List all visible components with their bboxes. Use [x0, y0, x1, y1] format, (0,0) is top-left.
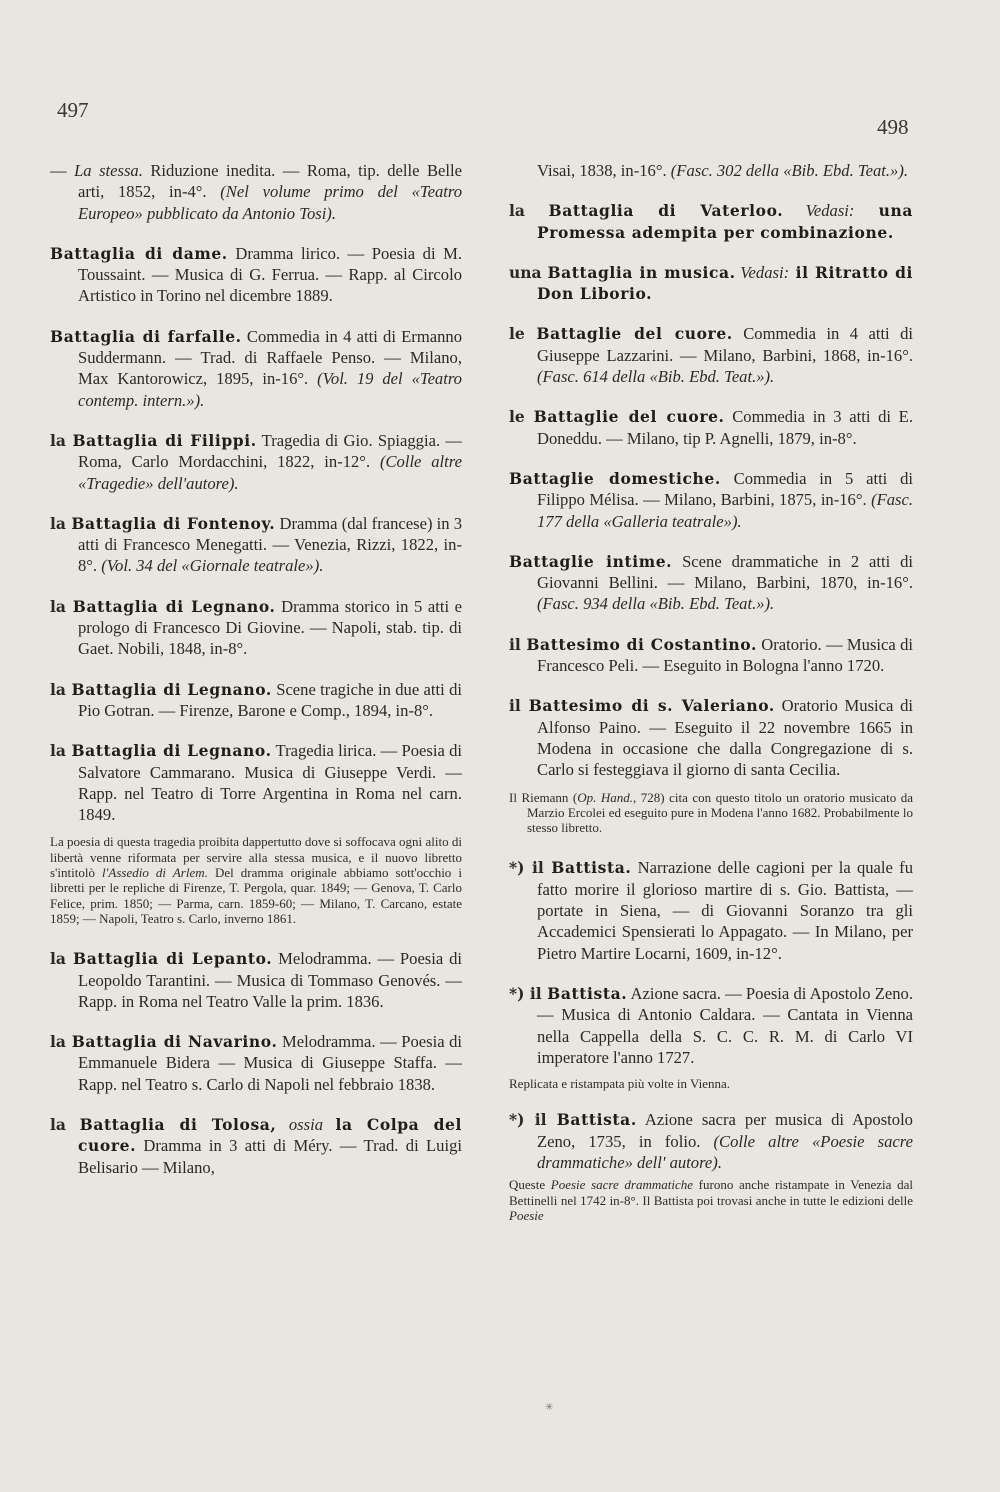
page-number-left: 497 [57, 98, 89, 122]
entry-battaglia-di-legnano-2: la Battaglia di Legnano. Scene tragiche in due atti di Pio Gotran. — Firenze, Barone e Comp., 1894, in-8°. [50, 679, 462, 720]
entry-title: Battaglie intime. [509, 551, 673, 571]
entry-title: Battaglia in musica. [547, 262, 736, 282]
entry-title: Battaglia di Fontenoy. [71, 513, 276, 533]
entry-title: Battesimo di Costantino. [526, 634, 757, 654]
entry-battesimo-di-costantino: il Battesimo di Costantino. Oratorio. — Musica di Francesco Peli. — Eseguito in Bologna l'anno 1720. [509, 634, 913, 676]
footnote-legnano: La poesia di questa tragedia proibita dappertutto dove si soffocava ogni alito di libertà venne riformata per servire alla stessa musica, e il nuovo libretto s'intitolò l'Assedio di Arlem. Del dramma originale abbiamo sott'occhio i libretti per le repliche di Firenze, T. Pergola, quar. 1849; — Genova, T. Carlo Felice, prim. 1850; — Parma, carn. 1859-60; — Milano, T. Carcano, estate 1859; — Napoli, Teatro s. Carlo, inverno 1861. [50, 834, 462, 926]
entry-title: Battista. [551, 858, 632, 878]
ornament-mark: ✳ [545, 1402, 554, 1413]
entry-battaglia-di-filippi: la Battaglia di Filippi. Tragedia di Gio. Spiaggia. — Roma, Carlo Mordacchini, 1822, in-12°. (Colle altre «Tragedie» dell'autore). [50, 430, 462, 493]
entry-title: Battaglie del cuore. [533, 407, 725, 427]
entry-battaglia-di-fontenoy: la Battaglia di Fontenoy. Dramma (dal francese) in 3 atti di Francesco Menegatti. — Venezia, Rizzi, 1822, in-8°. (Vol. 34 del «Giornale teatrale»). [50, 513, 463, 576]
entry-title: Battaglia di Tolosa, [79, 1114, 277, 1134]
entry-title: Battaglia di dame. [50, 243, 228, 263]
entry-il-battista-1: *) il Battista. Narrazione delle cagioni per la quale fu fatto morire il glorioso martire di s. Gio. Battista, — portate in Siena, — di Giovanni Soranzo tra gli Accademici Spensierati lo Appagato. — In Milano, per Pietro Martire Locarni, 1609, in-12°. [509, 858, 913, 963]
entry-title: Battaglia di Legnano. [71, 679, 272, 699]
entry-title: Battesimo di s. Valeriano. [528, 696, 775, 716]
entry-title: Battaglia di Filippi. [72, 430, 257, 450]
entry-la-stessa: — La stessa. Riduzione inedita. — Roma, tip. delle Belle arti, 1852, in-4°. (Nel volume primo del «Teatro Europeo» pubblicato da Antonio Tosi). [50, 161, 462, 223]
footnote-queste: Queste Poesie sacre drammatiche furono anche ristampate in Venezia dal Bettinelli nel 1742 in-8°. Il Battista poi trovasi anche in tutte le edizioni delle Poesie [509, 1177, 913, 1223]
entry-il-battista-3: *) il Battista. Azione sacra per musica di Apostolo Zeno, 1735, in folio. (Colle altre «Poesie sacre drammatiche» dell' autore). [509, 1110, 913, 1172]
entry-battaglia-di-farfalle: Battaglia di farfalle. Commedia in 4 atti di Ermanno Suddermann. — Trad. di Raffaele Penso. — Milano, Max Kantorowicz, 1895, in-16°. (Vol. 19 del «Teatro contemp. intern.»). [50, 326, 462, 410]
entry-battaglie-intime: Battaglie intime. Scene drammatiche in 2 atti di Giovanni Bellini. — Milano, Barbini, 1870, in-16°. (Fasc. 934 della «Bib. Ebd. Teat.»). [509, 551, 914, 614]
entry-title: Battaglia di Legnano. [71, 741, 272, 761]
note-replicata: Replicata e ristampata più volte in Vienna. [509, 1076, 730, 1092]
footnote-riemann: Il Riemann (Op. Hand., 728) cita con questo titolo un oratorio musicato da Marzio Ercolei ed eseguito pure in Modena l'anno 1682. Probabilmente lo stesso libretto. [509, 789, 913, 836]
entry-continuation: Visai, 1838, in-16°. (Fasc. 302 della «Bib. Ebd. Teat.»). [537, 161, 908, 180]
entry-battaglia-di-legnano-3: la Battaglia di Legnano. Tragedia lirica. — Poesia di Salvatore Cammarano. Musica di Giuseppe Verdi. — Rapp. nel Teatro di Torre Argentina in Roma nel carn. 1849. [50, 741, 462, 825]
entry-title: Battista. [556, 1110, 637, 1130]
entry-title: Battaglia di Navarino. [71, 1032, 278, 1052]
entry-title: Battaglia di Lepanto. [73, 949, 273, 969]
entry-battaglie-del-cuore-1: le Battaglie del cuore. Commedia in 4 atti di Giuseppe Lazzarini. — Milano, Barbini, 1868, in-16°. (Fasc. 614 della «Bib. Ebd. Teat.»). [509, 324, 913, 387]
entry-battaglia-di-tolosa: la Battaglia di Tolosa, ossia la Colpa del cuore. Dramma in 3 atti di Méry. — Trad. di Luigi Belisario — Milano, [50, 1114, 463, 1177]
entry-battaglia-di-legnano-1: la Battaglia di Legnano. Dramma storico in 5 atti e prologo di Francesco Di Giovine. — Napoli, stab. tip. di Gaet. Nobili, 1848, in-8°. [50, 596, 463, 659]
entry-battaglia-in-musica: una Battaglia in musica. Vedasi: il Ritratto di Don Liborio. [509, 262, 913, 304]
entry-title: Battaglia di Legnano. [72, 596, 276, 616]
entry-battaglie-domestiche: Battaglie domestiche. Commedia in 5 atti di Filippo Mélisa. — Milano, Barbini, 1875, in-16°. (Fasc. 177 della «Galleria teatrale»). [509, 468, 914, 531]
entry-title: Battaglia di Vaterloo. [548, 201, 784, 221]
entry-battaglia-di-vaterloo: la Battaglia di Vaterloo. Vedasi: una Promessa adempita per combinazione. [509, 201, 913, 242]
right-column [509, 160, 913, 1245]
entry-title: Battaglia di farfalle. [50, 326, 242, 346]
entry-battaglia-di-navarino: la Battaglia di Navarino. Melodramma. — Poesia di Emmanuele Bidera — Musica di Giuseppe Staffa. — Rapp. nel Teatro s. Carlo di Napoli nel febbraio 1838. [50, 1032, 463, 1094]
entry-battaglia-di-lepanto: la Battaglia di Lepanto. Melodramma. — Poesia di Leopoldo Tarantini. — Musica di Tommaso Genovés. — Rapp. in Roma nel Teatro Valle la prim. 1836. [50, 949, 462, 1011]
page-number-right: 498 [877, 115, 909, 139]
entry-title: Battaglie del cuore. [536, 324, 733, 344]
entry-battaglia-di-dame: Battaglia di dame. Dramma lirico. — Poesia di M. Toussaint. — Musica di G. Ferrua. — Rapp. al Circolo Artistico in Torino nel dicembre 1889. [50, 243, 462, 306]
entry-battaglie-del-cuore-2: le Battaglie del cuore. Commedia in 3 atti di E. Doneddu. — Milano, tip P. Agnelli, 1879, in-8°. [509, 407, 913, 448]
entry-il-battista-2: *) il Battista. Azione sacra. — Poesia di Apostolo Zeno. — Musica di Antonio Caldara. — Cantata in Vienna nella Cappella della S. C. C. R. M. di Carlo VI imperatore l'anno 1727. [509, 983, 913, 1067]
left-column [50, 160, 462, 1197]
entry-battesimo-di-s-valeriano: il Battesimo di s. Valeriano. Oratorio Musica di Alfonso Paino. — Eseguito il 22 novembre 1665 in Modena in occasione che dalla Congregazione di s. Carlo si festeggiava il giorno di santa Cecilia. [509, 696, 914, 780]
entry-title: Battista. [547, 983, 628, 1003]
entry-title: Battaglie domestiche. [509, 468, 721, 488]
